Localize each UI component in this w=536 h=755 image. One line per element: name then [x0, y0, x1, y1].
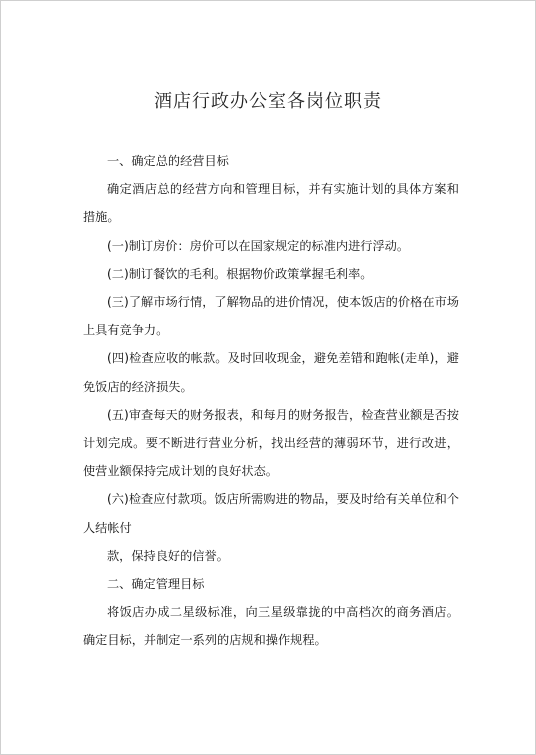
paragraph: 款，保持良好的信誉。: [107, 548, 229, 563]
section-heading-2: 二、确定管理目标: [107, 577, 205, 592]
document-body: [83, 147, 459, 655]
paragraph: (二)制订餐饮的毛利。根据物价政策掌握毛利率。: [107, 266, 373, 281]
paragraph: 将饭店办成二星级标准，向三星级靠拢的中高档次的商务酒店。确定目标，并制定一系列的店规和操作规程。: [83, 605, 459, 648]
document-title: 酒店行政办公室各岗位职责: [154, 91, 382, 112]
paragraph: (六)检查应付款项。饭店所需购进的物品，要及时给有关单位和个人结帐付: [83, 492, 459, 535]
section-heading-1: 一、确定总的经营目标: [107, 154, 229, 168]
paragraph: (五)审查每天的财务报表，和每月的财务报告，检查营业额是否按计划完成。要不断进行营业分析，找出经营的薄弱环节，进行改进，使营业额保持完成计划的良好状态。: [83, 407, 459, 479]
paragraph: 确定酒店总的经营方向和管理目标，并有实施计划的具体方案和措施。: [83, 182, 459, 225]
paragraph: (三)了解市场行情，了解物品的进价情况，使本饭店的价格在市场上具有竞争力。: [83, 295, 459, 338]
paragraph: (四)检查应收的帐款。及时回收现金，避免差错和跑帐(走单)，避免饭店的经济损失。: [83, 351, 459, 394]
paragraph: (一)制订房价：房价可以在国家规定的标准内进行浮动。: [107, 238, 410, 253]
